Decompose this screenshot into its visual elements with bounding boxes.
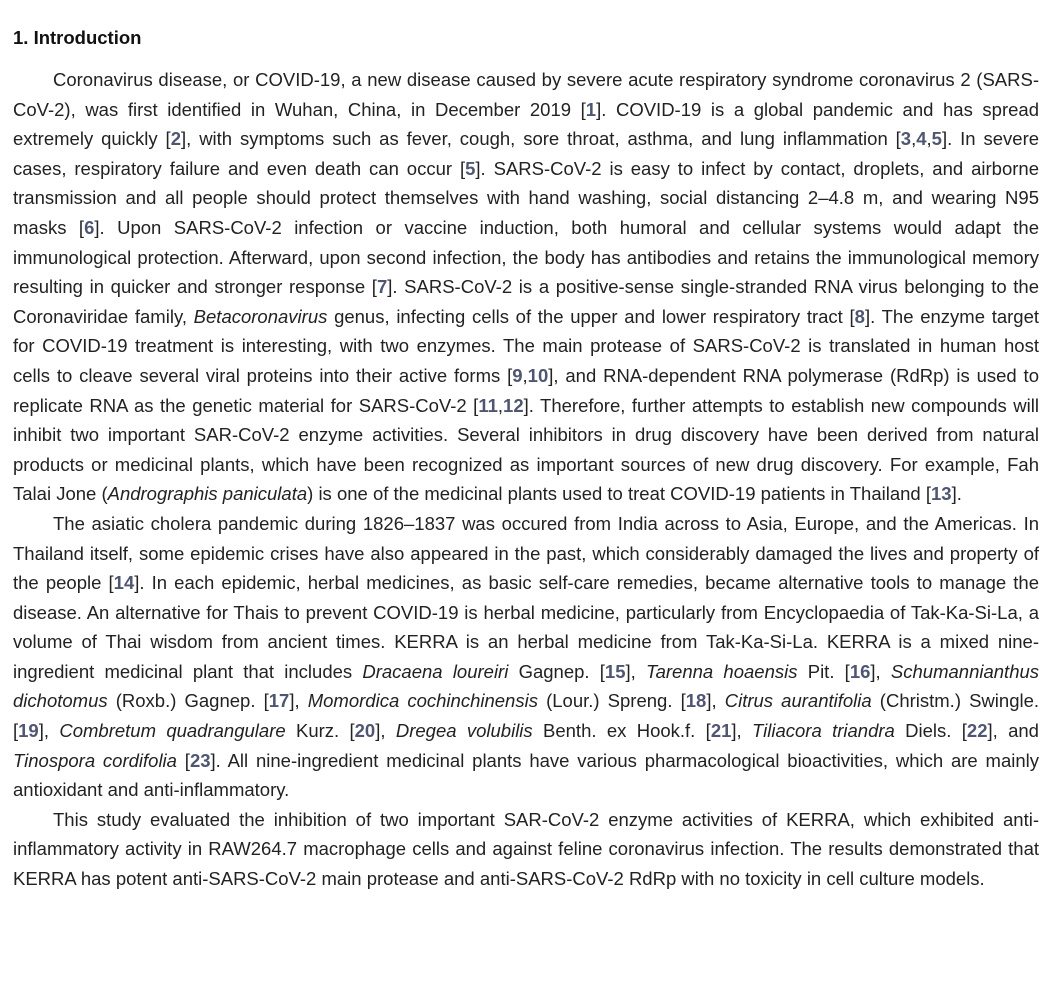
text-run: Pit. [ xyxy=(797,660,850,682)
text-run: (Christm.) Swingle. [ xyxy=(13,690,1040,742)
reference-link[interactable]: 8 xyxy=(854,305,865,327)
italic-species-name: Dracaena loureiri xyxy=(362,660,509,682)
text-run: , xyxy=(911,128,917,150)
reference-link[interactable]: 23 xyxy=(189,749,211,771)
text-run: ]. All nine-ingredient medicinal plants have various pharmacological bioactivities, which are mainly antioxidant and anti-inflammatory. xyxy=(13,749,1039,801)
text-run: genus, infecting cells of the upper and lower respiratory tract [ xyxy=(327,305,855,327)
italic-species-name: Tiliacora triandra xyxy=(752,720,895,742)
reference-link[interactable]: 7 xyxy=(376,276,388,298)
italic-species-name: Betacoronavirus xyxy=(193,305,328,327)
text-run: ]. Therefore, further attempts to establish new compounds will inhibit two important SAR-CoV-2 enzyme activities. Several inhibitors in drug discovery have been derived from natural products or medicinal plants, which have been recognized as important sources of new drug discovery. For example, Fah Talai Jone ( xyxy=(13,394,1039,505)
paragraph xyxy=(13,65,1039,509)
text-run: ]. COVID-19 is a global pandemic and has spread extremely quickly [ xyxy=(13,98,1039,150)
reference-link[interactable]: 9 xyxy=(512,364,523,386)
italic-species-name: Combretum quadrangulare xyxy=(59,720,286,742)
text-run: ], and xyxy=(987,720,1039,742)
text-run: ]. In severe cases, respiratory failure and even death can occur [ xyxy=(13,128,1040,179)
italic-species-name: Schumannianthus dichotomus xyxy=(13,660,1040,712)
text-run: Benth. ex Hook.f. [ xyxy=(532,720,711,742)
reference-link[interactable]: 5 xyxy=(465,157,476,179)
reference-link[interactable]: 12 xyxy=(503,394,524,416)
text-run: , xyxy=(497,394,504,416)
reference-link[interactable]: 19 xyxy=(18,720,39,742)
text-run: ], xyxy=(706,690,725,712)
reference-link[interactable]: 4 xyxy=(916,128,927,150)
text-run: ], xyxy=(38,720,60,742)
text-run: ]. SARS-CoV-2 is a positive-sense single-stranded RNA virus belonging to the Coronaviridae family, xyxy=(13,276,1040,327)
italic-species-name: Tinospora cordifolia xyxy=(13,749,177,771)
text-run: ], xyxy=(870,660,891,682)
text-run: Kurz. [ xyxy=(285,720,355,742)
text-run: ], xyxy=(731,720,753,742)
reference-link[interactable]: 5 xyxy=(931,128,942,150)
italic-species-name: Andrographis paniculata xyxy=(107,483,308,505)
text-run: ]. The enzyme target for COVID-19 treatment is interesting, with two enzymes. The main protease of SARS-CoV-2 is translated in human host cells to cleave several viral proteins into their active forms [ xyxy=(13,305,1040,386)
text-run: (Roxb.) Gagnep. [ xyxy=(107,690,269,712)
text-run: ], xyxy=(289,690,308,712)
reference-link[interactable]: 3 xyxy=(900,128,912,150)
italic-species-name: Momordica cochinchinensis xyxy=(307,690,538,712)
reference-link[interactable]: 11 xyxy=(478,394,498,416)
reference-link[interactable]: 15 xyxy=(604,660,626,682)
reference-link[interactable]: 22 xyxy=(966,720,988,742)
reference-link[interactable]: 20 xyxy=(354,720,376,742)
reference-link[interactable]: 10 xyxy=(527,364,549,386)
section-title: 1. Introduction xyxy=(13,27,142,48)
reference-link[interactable]: 18 xyxy=(685,690,707,712)
text-run: ], and RNA-dependent RNA polymerase (RdRp) is used to replicate RNA as the genetic material for SARS-CoV-2 [ xyxy=(13,364,1039,416)
reference-link[interactable]: 17 xyxy=(268,690,290,712)
italic-species-name: Citrus aurantifolia xyxy=(724,690,872,712)
reference-link[interactable]: 1 xyxy=(585,98,597,120)
text-run: This study evaluated the inhibition of two important SAR-CoV-2 enzyme activities of KERRA, which exhibited anti-inflammatory activity in RAW264.7 macrophage cells and against feline coronavirus infection. The results demonstrated that KERRA has potent anti-SARS-CoV-2 main protease and anti-SARS-CoV-2 RdRp with no toxicity in cell culture models. xyxy=(13,808,1039,890)
text-run: ]. xyxy=(951,483,962,505)
italic-species-name: Dregea volubilis xyxy=(395,720,533,742)
text-run: (Lour.) Spreng. [ xyxy=(537,690,686,712)
reference-link[interactable]: 16 xyxy=(849,660,871,682)
reference-link[interactable]: 6 xyxy=(84,216,95,238)
reference-link[interactable]: 2 xyxy=(170,128,181,150)
text-run: ]. SARS-CoV-2 is easy to infect by contact, droplets, and airborne transmission and all people should protect themselves with hand washing, social distancing 2–4.8 m, and wearing N95 masks [ xyxy=(13,157,1039,238)
text-run: Diels. [ xyxy=(894,720,967,742)
text-run: [ xyxy=(176,749,190,771)
text-run: ], xyxy=(375,720,396,742)
text-run: ]. In each epidemic, herbal medicines, as basic self-care remedies, became alternative tools to manage the disease. An alternative for Thais to prevent COVID-19 is herbal medicine, particularly from Encyclopaedia of Tak-Ka-Si-La, a volume of Thai wisdom from ancient times. KERRA is an herbal medicine from Tak-Ka-Si-La. KERRA is a mixed nine-ingredient medicinal plant that includes xyxy=(13,572,1039,682)
text-run: Coronavirus disease, or COVID-19, a new disease caused by severe acute respiratory syndrome coronavirus 2 (SARS-CoV-2), was first identified in Wuhan, China, in December 2019 [ xyxy=(13,69,1039,120)
text-run: ) is one of the medicinal plants used to treat COVID-19 patients in Thailand [ xyxy=(307,483,932,505)
paragraph xyxy=(13,805,1039,894)
text-run: ], with symptoms such as fever, cough, sore throat, asthma, and lung inflammation [ xyxy=(181,128,901,150)
text-run: ], xyxy=(625,660,646,682)
reference-link[interactable]: 13 xyxy=(931,483,952,505)
text-run: ]. Upon SARS-CoV-2 infection or vaccine induction, both humoral and cellular systems would adapt the immunological protection. Afterward, upon second infection, the body has antibodies and retains the immunological memory resulting in quicker and stronger response [ xyxy=(13,216,1040,298)
article-body xyxy=(13,65,1039,894)
text-run: , xyxy=(522,364,528,386)
text-run: Gagnep. [ xyxy=(508,660,605,682)
reference-link[interactable]: 21 xyxy=(710,720,732,742)
paragraph xyxy=(13,509,1039,805)
italic-species-name: Tarenna hoaensis xyxy=(646,660,798,682)
text-run: The asiatic cholera pandemic during 1826–1837 was occured from India across to Asia, Europe, and the Americas. In Thailand itself, some epidemic crises have also appeared in the past, which considerably damaged the lives and property of the people [ xyxy=(13,512,1039,594)
reference-link[interactable]: 14 xyxy=(113,572,135,594)
text-run: , xyxy=(926,128,932,150)
